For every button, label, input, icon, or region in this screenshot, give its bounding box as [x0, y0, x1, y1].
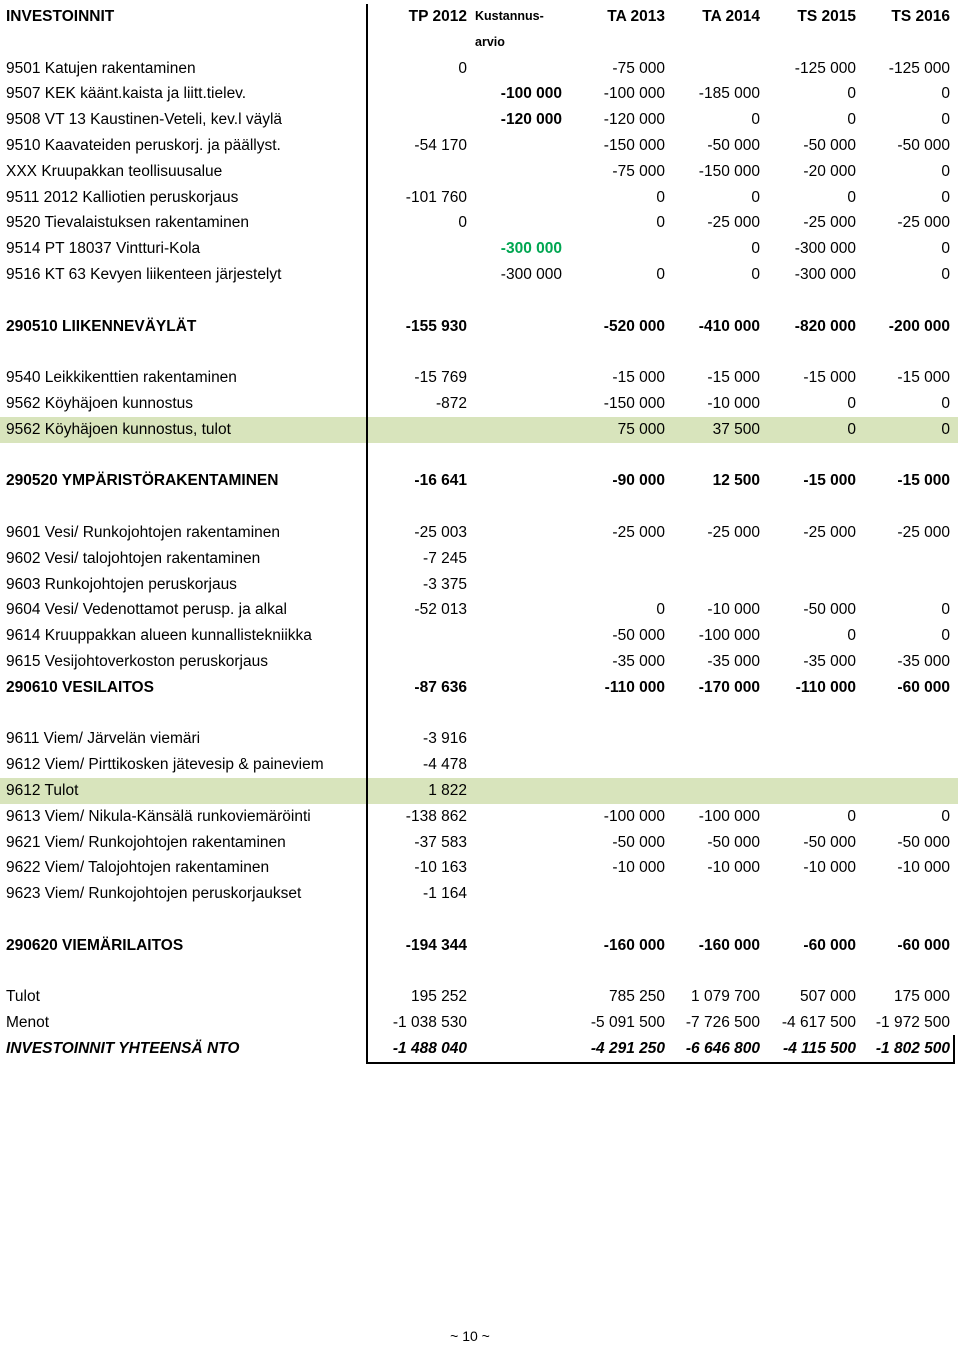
cell-ta14: -50 000 [707, 136, 760, 154]
cell-ts15: -820 000 [794, 317, 856, 335]
table-row [0, 81, 958, 107]
cell-name: 290510 LIIKENNEVÄYLÄT [6, 317, 197, 335]
table-row [0, 881, 958, 907]
header-ts-2016: TS 2016 [891, 8, 950, 25]
cell-ts15: -110 000 [795, 678, 856, 696]
cell-ts15: -4 617 500 [781, 1014, 856, 1032]
cell-tp: -3 375 [423, 575, 467, 593]
cell-ts16: -50 000 [897, 833, 950, 851]
cell-name: 9614 Kruuppakkan alueen kunnallistekniikka [6, 627, 312, 645]
cell-ts15: -50 000 [803, 833, 856, 851]
cell-ts15: -50 000 [803, 136, 856, 154]
cell-ta14: -170 000 [698, 678, 760, 696]
table-row [0, 546, 958, 572]
cell-tp: -194 344 [405, 936, 467, 954]
cell-ts15: -15 000 [803, 472, 856, 490]
spacer-row [0, 907, 958, 933]
cell-ta14: -185 000 [698, 85, 760, 103]
cell-ka: -120 000 [500, 111, 562, 129]
cell-ta13: -75 000 [612, 162, 665, 180]
cell-name: 9601 Vesi/ Runkojohtojen rakentaminen [6, 523, 281, 541]
cell-ts16: 0 [941, 627, 950, 645]
cell-ts16: 0 [941, 240, 950, 258]
table-row [0, 520, 958, 546]
cell-ts16: -25 000 [897, 214, 950, 232]
table-row [0, 752, 958, 778]
table-row [0, 830, 958, 856]
cell-tp: -54 170 [414, 136, 467, 154]
cell-ta14: 0 [751, 240, 760, 258]
cell-ta13: 0 [656, 188, 665, 206]
cell-ts16: -1 972 500 [875, 1014, 950, 1032]
table-row [0, 597, 958, 623]
cell-name: 9623 Viem/ Runkojohtojen peruskorjaukset [6, 885, 302, 903]
cell-ta13: -15 000 [612, 369, 665, 387]
cell-ta14: -160 000 [698, 936, 760, 954]
cell-tp: -872 [435, 394, 467, 412]
cell-ta13: 785 250 [608, 988, 665, 1006]
cell-tp: -1 038 530 [392, 1014, 467, 1032]
cell-tp: -4 478 [423, 756, 467, 774]
cell-ta14: 0 [751, 188, 760, 206]
table-row [0, 468, 958, 494]
cell-name: 290610 VESILAITOS [6, 678, 154, 696]
cell-name: 290520 YMPÄRISTÖRAKENTAMINEN [6, 472, 279, 490]
cell-ka: -300 000 [500, 240, 562, 258]
cell-ts16: -200 000 [888, 317, 950, 335]
cell-name: 9603 Runkojohtojen peruskorjaus [6, 575, 237, 593]
cell-name: INVESTOINNIT YHTEENSÄ NTO [6, 1039, 240, 1057]
table-bottom-border [366, 1062, 955, 1064]
table-row [0, 1036, 958, 1062]
cell-ta14: -25 000 [707, 523, 760, 541]
cell-tp: -87 636 [414, 678, 467, 696]
cell-ta14: -410 000 [698, 317, 760, 335]
cell-ts15: 507 000 [799, 988, 856, 1006]
cell-ta14: -25 000 [707, 214, 760, 232]
cell-name: Menot [6, 1014, 50, 1032]
cell-ts15: -300 000 [794, 240, 856, 258]
cell-ta14: 12 500 [712, 472, 760, 490]
cell-name: 9622 Viem/ Talojohtojen rakentaminen [6, 859, 270, 877]
cell-ta14: -15 000 [707, 369, 760, 387]
table-row [0, 855, 958, 881]
cell-ta13: 0 [656, 601, 665, 619]
header-ts-2015: TS 2015 [797, 8, 856, 25]
table-row [0, 675, 958, 701]
cell-ta13: 0 [656, 265, 665, 283]
table-row [0, 262, 958, 288]
cell-tp: -155 930 [405, 317, 467, 335]
cell-name: 9511 2012 Kalliotien peruskorjaus [6, 188, 239, 206]
header-ta-2013: TA 2013 [607, 8, 665, 25]
cell-ts15: -10 000 [803, 859, 856, 877]
table-row [0, 933, 958, 959]
cell-ta14: 0 [751, 265, 760, 283]
cell-ts16: -1 802 500 [875, 1039, 950, 1057]
spacer-row [0, 443, 958, 469]
cell-name: 9621 Viem/ Runkojohtojen rakentaminen [6, 833, 286, 851]
cell-ts15: -15 000 [803, 369, 856, 387]
cell-ta13: -160 000 [603, 936, 665, 954]
table-row [0, 417, 958, 443]
cell-ta14: 1 079 700 [691, 988, 760, 1006]
cell-ts16: -15 000 [897, 472, 950, 490]
cell-ta13: 75 000 [617, 420, 665, 438]
cell-name: 290620 VIEMÄRILAITOS [6, 936, 184, 954]
cell-tp: 195 252 [410, 988, 467, 1006]
cell-ta13: -150 000 [603, 136, 665, 154]
spacer-row [0, 958, 958, 984]
header-row-2 [0, 30, 958, 56]
header-kustannusarvio-line2: arvio [475, 34, 505, 49]
cell-ta13: -50 000 [612, 627, 665, 645]
cell-tp: -52 013 [414, 601, 467, 619]
table-row [0, 391, 958, 417]
cell-ts16: -25 000 [897, 523, 950, 541]
cell-ts16: 0 [941, 420, 950, 438]
cell-name: 9501 Katujen rakentaminen [6, 59, 196, 77]
cell-tp: 0 [458, 214, 467, 232]
cell-ts15: -4 115 500 [783, 1039, 856, 1057]
cell-ta14: -6 646 800 [685, 1039, 760, 1057]
table-row [0, 365, 958, 391]
cell-ts15: -35 000 [803, 652, 856, 670]
cell-ta13: -150 000 [603, 394, 665, 412]
cell-ta14: -50 000 [707, 833, 760, 851]
cell-ts15: 0 [847, 188, 856, 206]
cell-name: 9611 Viem/ Järvelän viemäri [6, 730, 201, 748]
table-row [0, 623, 958, 649]
cell-ta13: 0 [656, 214, 665, 232]
cell-tp: -37 583 [414, 833, 467, 851]
cell-ta13: -90 000 [612, 472, 665, 490]
table-row [0, 210, 958, 236]
cell-ts16: 0 [941, 394, 950, 412]
cell-ta13: -75 000 [612, 59, 665, 77]
cell-ts15: 0 [847, 394, 856, 412]
cell-name: 9510 Kaavateiden peruskorj. ja päällyst. [6, 136, 281, 154]
cell-ts15: 0 [847, 420, 856, 438]
cell-ka: -300 000 [500, 265, 562, 283]
cell-ts15: 0 [847, 627, 856, 645]
cell-ta13: -10 000 [612, 859, 665, 877]
cell-ta14: -10 000 [707, 394, 760, 412]
cell-name: 9613 Viem/ Nikula-Känsälä runkoviemäröinti [6, 807, 311, 825]
cell-name: Tulot [6, 988, 40, 1006]
cell-tp: -1 488 040 [392, 1039, 467, 1057]
table-body [0, 56, 960, 1062]
cell-tp: -7 245 [423, 549, 467, 567]
cell-ts16: -15 000 [897, 369, 950, 387]
cell-ts15: -20 000 [803, 162, 856, 180]
cell-ts16: 0 [941, 265, 950, 283]
cell-ka: -100 000 [500, 85, 562, 103]
table-row [0, 159, 958, 185]
table-row [0, 984, 958, 1010]
cell-name: 9612 Viem/ Pirttikosken jätevesip & paineviem [6, 756, 324, 774]
cell-name: 9562 Köyhäjoen kunnostus, tulot [6, 420, 231, 438]
cell-name: 9604 Vesi/ Vedenottamot perusp. ja alkal [6, 601, 287, 619]
cell-ts16: 0 [941, 162, 950, 180]
spacer-row [0, 701, 958, 727]
table-row [0, 185, 958, 211]
cell-ta13: -50 000 [612, 833, 665, 851]
cell-ta14: 0 [751, 111, 760, 129]
cell-name: 9507 KEK käänt.kaista ja liitt.tielev. [6, 85, 247, 103]
spacer-row [0, 288, 958, 314]
cell-name: 9514 PT 18037 Vintturi-Kola [6, 240, 201, 258]
cell-ts16: 0 [941, 111, 950, 129]
cell-tp: -101 760 [405, 188, 467, 206]
cell-ts16: 0 [941, 807, 950, 825]
cell-ta14: -10 000 [707, 601, 760, 619]
header-row [0, 4, 958, 30]
cell-ts15: -50 000 [803, 601, 856, 619]
cell-ta13: -25 000 [612, 523, 665, 541]
cell-ts15: 0 [847, 111, 856, 129]
cell-ts16: -35 000 [897, 652, 950, 670]
cell-ts16: 0 [941, 85, 950, 103]
cell-ts15: 0 [847, 807, 856, 825]
cell-name: 9540 Leikkikenttien rakentaminen [6, 369, 237, 387]
cell-ts15: -300 000 [794, 265, 856, 283]
cell-ta13: -5 091 500 [590, 1014, 665, 1032]
header-ta-2014: TA 2014 [702, 8, 760, 25]
cell-ta13: -110 000 [604, 678, 665, 696]
table-row [0, 804, 958, 830]
cell-tp: -16 641 [414, 472, 467, 490]
cell-tp: 1 822 [428, 781, 467, 799]
header-kustannusarvio: Kustannus- [475, 9, 544, 23]
cell-ta13: -35 000 [612, 652, 665, 670]
cell-ts15: -125 000 [794, 59, 856, 77]
table-title: INVESTOINNIT [6, 8, 115, 25]
cell-ts15: 0 [847, 85, 856, 103]
cell-ts16: -50 000 [897, 136, 950, 154]
cell-tp: -1 164 [423, 885, 467, 903]
table-row [0, 236, 958, 262]
table-row [0, 314, 958, 340]
table-row [0, 572, 958, 598]
cell-tp: -10 163 [414, 859, 467, 877]
cell-tp: -3 916 [423, 730, 467, 748]
cell-ta14: -100 000 [698, 807, 760, 825]
table-row [0, 133, 958, 159]
cell-ta13: -100 000 [603, 807, 665, 825]
cell-ts15: -60 000 [803, 936, 856, 954]
cell-ts16: -125 000 [888, 59, 950, 77]
cell-ta13: -120 000 [603, 111, 665, 129]
budget-table [0, 4, 960, 1062]
cell-ts16: 0 [941, 601, 950, 619]
cell-ta13: -100 000 [603, 85, 665, 103]
cell-name: 9615 Vesijohtoverkoston peruskorjaus [6, 652, 268, 670]
cell-ta14: -35 000 [707, 652, 760, 670]
cell-ts16: 175 000 [893, 988, 950, 1006]
cell-name: 9602 Vesi/ talojohtojen rakentaminen [6, 549, 261, 567]
table-row [0, 1010, 958, 1036]
table-row [0, 649, 958, 675]
cell-ta13: -520 000 [603, 317, 665, 335]
cell-name: 9520 Tievalaistuksen rakentaminen [6, 214, 249, 232]
cell-tp: -138 862 [405, 807, 467, 825]
cell-name: 9562 Köyhäjoen kunnostus [6, 394, 194, 412]
cell-ta14: -10 000 [707, 859, 760, 877]
cell-tp: -15 769 [414, 369, 467, 387]
page-number: ~ 10 ~ [450, 1328, 490, 1344]
spacer-row [0, 339, 958, 365]
cell-tp: 0 [458, 59, 467, 77]
cell-ta14: -150 000 [698, 162, 760, 180]
cell-name: XXX Kruupakkan teollisuusalue [6, 162, 223, 180]
cell-ts16: -60 000 [897, 678, 950, 696]
table-row [0, 107, 958, 133]
cell-ts16: -60 000 [897, 936, 950, 954]
cell-name: 9612 Tulot [6, 781, 79, 799]
cell-ta14: -100 000 [698, 627, 760, 645]
cell-ts16: 0 [941, 188, 950, 206]
cell-ts15: -25 000 [803, 214, 856, 232]
cell-tp: -25 003 [414, 523, 467, 541]
cell-ta13: -4 291 250 [590, 1039, 665, 1057]
cell-ta14: -7 726 500 [685, 1014, 760, 1032]
header-tp-2012: TP 2012 [408, 8, 467, 25]
table-row [0, 778, 958, 804]
table-row [0, 56, 958, 82]
cell-ta14: 37 500 [712, 420, 760, 438]
spacer-row [0, 494, 958, 520]
cell-ts15: -25 000 [803, 523, 856, 541]
cell-ts16: -10 000 [897, 859, 950, 877]
table-right-border [953, 1035, 955, 1063]
table-left-border [366, 4, 368, 1064]
cell-name: 9508 VT 13 Kaustinen-Veteli, kev.l väylä [6, 111, 283, 129]
table-row [0, 726, 958, 752]
cell-name: 9516 KT 63 Kevyen liikenteen järjestelyt [6, 265, 282, 283]
